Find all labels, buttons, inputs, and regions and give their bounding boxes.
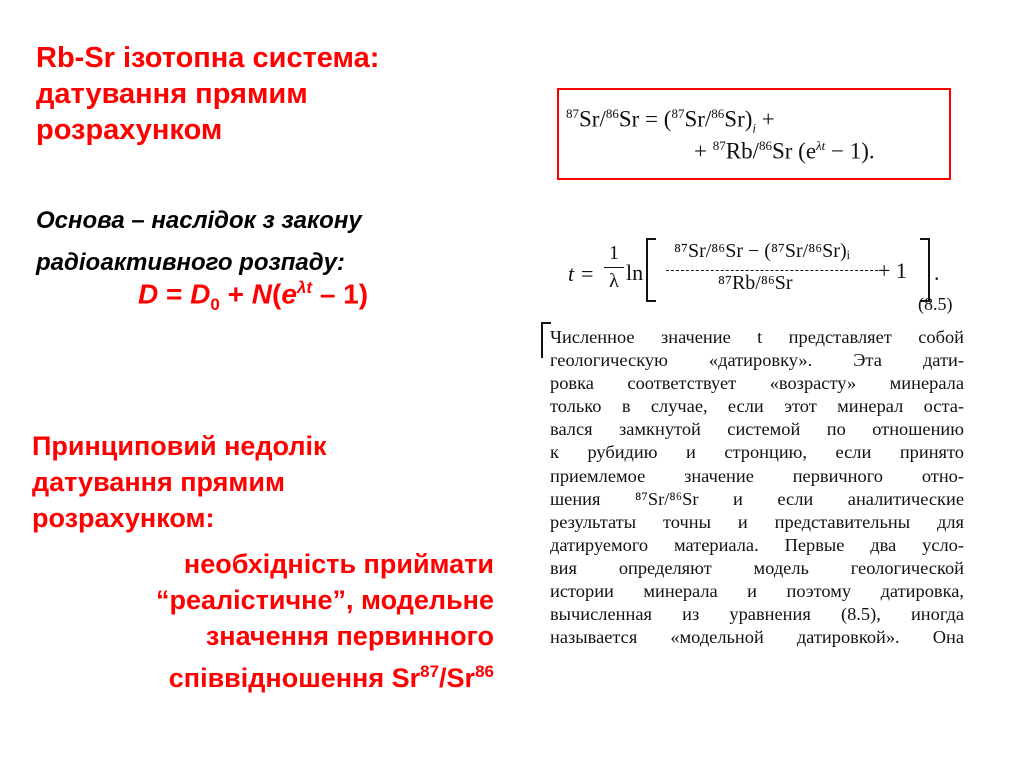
slide-title [36,40,476,148]
law-plus: + [219,278,252,310]
necessity-ratio-text: співвідношення Sr [168,663,421,693]
age-eq-ln: ln [626,260,644,285]
paragraph-line: Численное значение t представляет собой [550,327,964,347]
age-equation [568,240,958,304]
paragraph-line: датируемого материала. Первые два усло- [550,534,964,555]
drawback-line: розрахунком: [32,503,215,533]
slide-title-line: розрахунком [36,114,223,146]
eq1-part: Sr/ [579,106,606,132]
eq1-sup: 86 [711,106,725,121]
slide-title-line: датування прямим [36,78,308,110]
law-e: e [281,278,297,310]
slide-title-line: Rb-Sr ізотопна система: [36,42,380,74]
age-eq-inverse-lambda [604,242,624,293]
age-eq-lambda: λ [609,270,619,292]
age-eq-plus-one: + 1 [878,258,907,283]
law-d: D [138,278,159,310]
eq1-part: + [694,138,713,164]
law-eq: = [158,278,191,310]
necessity-line [80,654,494,696]
necessity-line: необхідність приймати [183,549,494,579]
paragraph-line: к рубидию и стронцию, если принято [550,442,964,463]
left-bracket [646,238,656,302]
necessity-line: “реалістичне”, модельне [155,585,494,615]
eq1-exp: λt [816,138,826,153]
book-paragraph [550,326,964,649]
equation-number: (8.5) [918,294,953,314]
law-d0-sub: 0 [210,294,220,314]
eq1-part: Sr) [724,106,753,132]
paragraph-line: называется «модельной датировкой». Она [550,627,964,648]
age-eq-one: 1 [609,242,619,264]
law-d0: D [190,278,211,310]
necessity-line: значення первинного [205,621,494,651]
basis-line: Основа – наслідок з закону [36,207,362,234]
paragraph-line: ровка соответствует «возрасту» минерала [550,373,964,394]
right-bracket [920,238,930,302]
law-open: ( [272,278,282,310]
paragraph-line: геологическую «датировку». Эта дати- [550,350,964,371]
drawback-line: Принциповий недолік [32,431,327,461]
necessity-text [80,546,494,696]
necessity-sup-87: 87 [420,662,440,681]
law-n: N [251,278,273,310]
basis-text [36,200,476,284]
eq1-sub: i [752,120,757,136]
paragraph-line: шения ⁸⁷Sr/⁸⁶Sr и если аналитические [550,488,964,509]
eq1-sup: 86 [758,138,772,153]
decay-law-formula [138,278,368,315]
law-exp: λt [296,278,313,297]
eq1-sup: 87 [671,106,685,121]
eq1-part: Rb/ [725,138,759,164]
paragraph-line: вия определяют модель геологической [550,557,964,578]
eq1-part: Sr (e [771,138,817,164]
drawback-heading [32,428,472,536]
eq1-sup: 86 [605,106,619,121]
law-rest: – 1) [312,278,369,310]
necessity-slash: /Sr [439,663,476,693]
age-eq-numerator: ⁸⁷Sr/⁸⁶Sr − (⁸⁷Sr/⁸⁶Sr)ᵢ [674,240,850,262]
necessity-sup-86: 86 [475,662,494,681]
eq1-sup: 87 [712,138,726,153]
eq1-part: + [756,106,775,132]
eq1-part: Sr = ( [618,106,672,132]
paragraph-line: истории минерала и поэтому датировка, [550,581,964,602]
age-eq-period: . [934,260,940,285]
paragraph-line: приемлемое значение первичного отно- [550,465,964,486]
age-eq-lhs: t = [568,261,595,286]
basis-line: радіоактивного розпаду: [36,249,345,276]
isochron-equation-line1 [566,106,775,136]
age-eq-denominator: ⁸⁷Rb/⁸⁶Sr [718,272,793,294]
paragraph-line: вычисленная из уравнения (8.5), иногда [550,604,964,625]
fraction-bar [666,270,888,271]
isochron-equation-line2 [694,138,875,165]
eq1-part: Sr/ [684,106,712,132]
fraction-bar [604,267,624,268]
eq1-part: − 1). [825,138,875,164]
eq1-sup: 87 [566,106,579,121]
paragraph-line: результаты точны и представительны для [550,511,964,532]
paragraph-line: вался замкнутой системой по отношению [550,419,964,440]
drawback-line: датування прямим [32,467,285,497]
paragraph-line: только в случае, если этот минерал оста- [550,396,964,417]
